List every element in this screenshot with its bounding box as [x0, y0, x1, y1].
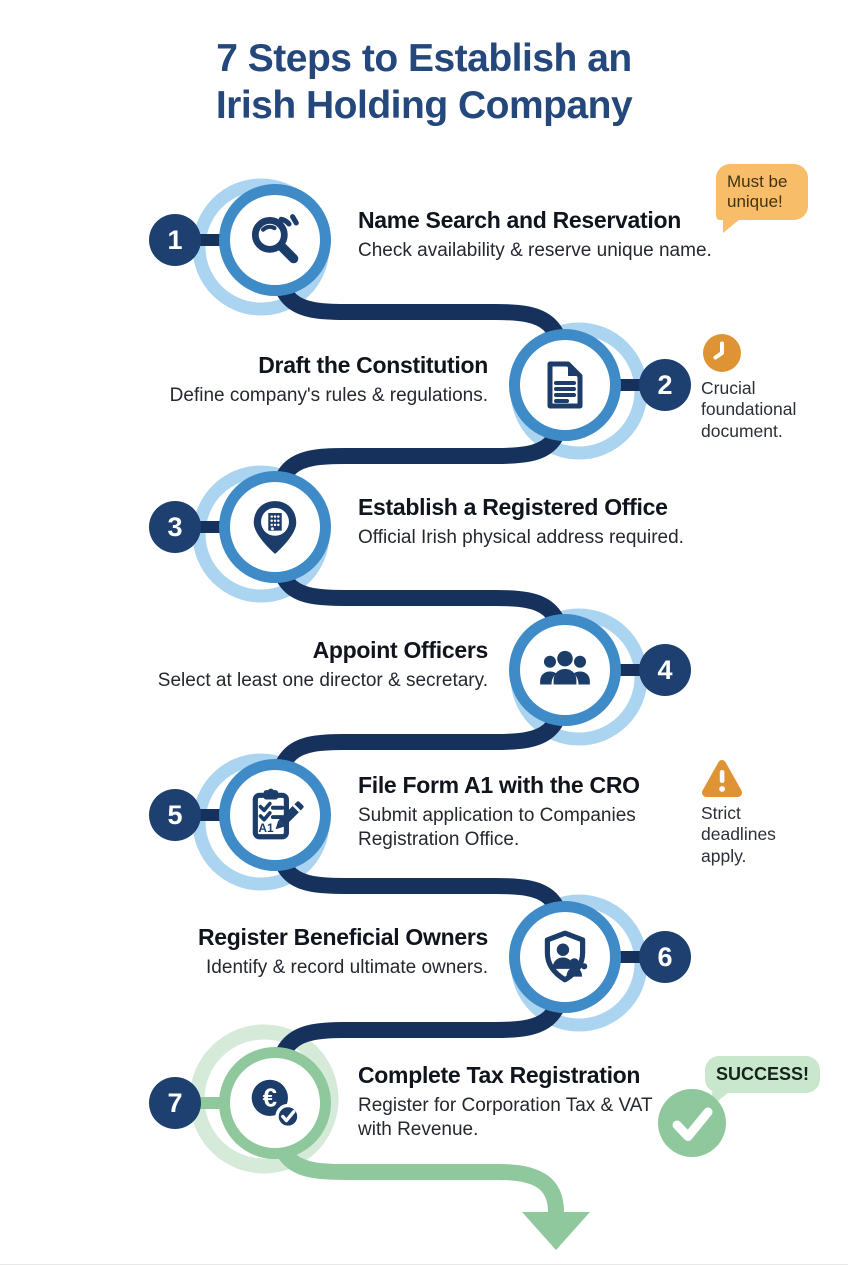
step-5-number: 5 — [167, 799, 183, 830]
step-1-title: Name Search and Reservation — [358, 207, 681, 233]
step-7-icon-circle — [219, 1047, 331, 1159]
page-title — [0, 36, 848, 130]
a1-label: A1 — [258, 821, 274, 836]
document-icon — [537, 357, 593, 413]
shield-people-icon — [536, 928, 594, 986]
step-4-title: Appoint Officers — [312, 637, 488, 663]
deadlines-note: Strict deadlines apply. — [701, 803, 776, 866]
magnifier-icon — [246, 211, 304, 269]
location-pin-building-icon — [246, 498, 304, 556]
euro-symbol: € — [262, 1084, 278, 1113]
step-1-icon-circle — [219, 184, 331, 296]
step-5-description: Submit application to Companies Registration Office. — [358, 805, 636, 850]
must-be-unique-bubble — [716, 164, 808, 220]
step-1-description: Check availability & reserve unique name. — [358, 240, 712, 261]
success-bubble — [705, 1056, 820, 1093]
people-group-icon — [536, 641, 594, 699]
clock-icon — [703, 334, 741, 372]
step-2-icon-circle — [509, 329, 621, 441]
step-4-number: 4 — [657, 654, 673, 685]
step-4-number-badge — [639, 644, 691, 696]
step-6-number-badge — [639, 931, 691, 983]
warning-triangle-icon — [700, 757, 744, 800]
step-3-description: Official Irish physical address required. — [358, 527, 684, 548]
step-4-description: Select at least one director & secretary. — [157, 670, 488, 691]
must-be-unique-text: Must be unique! — [727, 172, 788, 212]
step-2-description: Define company's rules & regulations. — [169, 385, 488, 406]
step-7-text — [358, 1062, 663, 1142]
arrow-down-icon — [522, 1212, 590, 1250]
step-2-title: Draft the Constitution — [258, 352, 488, 378]
step-5-text — [358, 772, 688, 852]
step-1-number-badge — [149, 214, 201, 266]
success-text: SUCCESS! — [716, 1064, 810, 1084]
step-3-text — [358, 494, 684, 550]
step-1-text — [358, 207, 712, 263]
page-title-line1: 7 Steps to Establish an — [216, 37, 632, 80]
step-6-title: Register Beneficial Owners — [197, 924, 488, 950]
step-5-icon-circle — [219, 759, 331, 871]
step-6-icon-circle — [509, 901, 621, 1013]
step-4-text — [158, 637, 488, 693]
step-3-icon-circle — [219, 471, 331, 583]
euro-check-icon — [246, 1074, 304, 1132]
page-title-line2: Irish Holding Company — [215, 83, 633, 127]
step-3-number-badge — [149, 501, 201, 553]
step-6-text — [198, 924, 488, 980]
step-7-title: Complete Tax Registration — [358, 1062, 641, 1088]
step-6-description: Identify & record ultimate owners. — [206, 957, 488, 978]
step-2-number-badge — [639, 359, 691, 411]
step-7-number: 7 — [167, 1087, 183, 1118]
success-check-circle-icon — [658, 1089, 726, 1157]
step-6-number: 6 — [657, 941, 673, 972]
step-3-title: Establish a Registered Office — [358, 494, 668, 520]
step-3-number: 3 — [167, 511, 183, 542]
clipboard-a1-pencil-icon — [246, 786, 304, 844]
step-7-description: Register for Corporation Tax & VAT with Revenue. — [358, 1095, 653, 1140]
step-2-text — [170, 352, 488, 408]
step-2-number: 2 — [657, 369, 673, 400]
step-1-number: 1 — [167, 224, 183, 255]
step-4-icon-circle — [509, 614, 621, 726]
step-5-number-badge — [149, 789, 201, 841]
crucial-note: Crucial foundational document. — [701, 378, 797, 441]
step-7-number-badge — [149, 1077, 201, 1129]
step-5-title: File Form A1 with the CRO — [358, 772, 640, 798]
